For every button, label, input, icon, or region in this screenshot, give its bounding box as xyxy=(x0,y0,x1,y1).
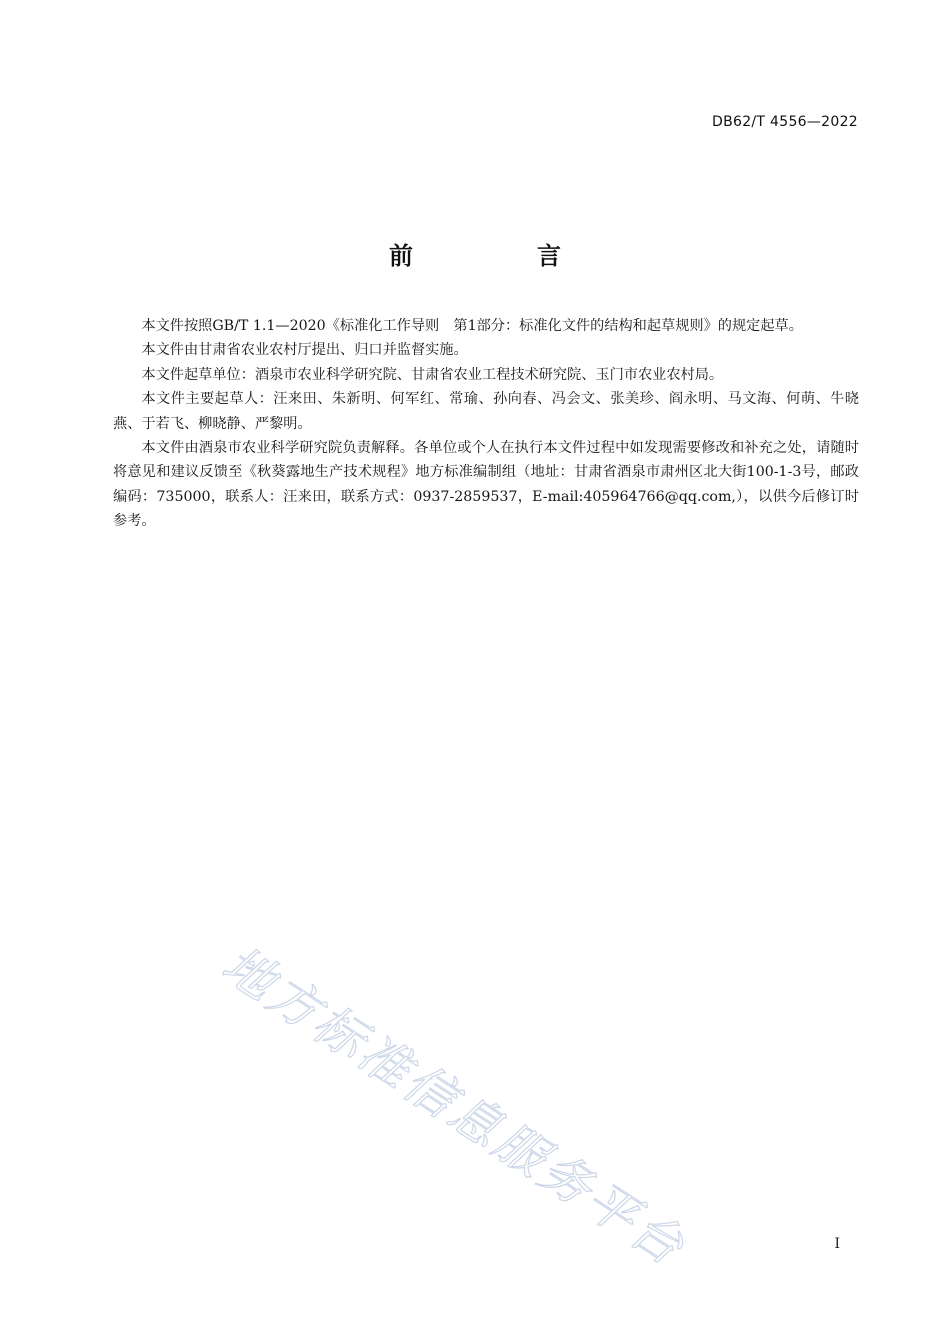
page-number: I xyxy=(834,1236,840,1252)
paragraph-interpretation-contact: 本文件由酒泉市农业科学研究院负责解释。各单位或个人在执行本文件过程中如发现需要修改和补充之处，请随时将意见和建议反馈至《秋葵露地生产技术规程》地方标准编制组（地址：甘肃省酒泉市肃州区北大街100-1-3号，邮政编码：735000，联系人：汪来田，联系方式：0937-2859537，E-mail:405964766@qq.com,），以供今后修订时参考。 xyxy=(113,440,859,530)
paragraph-drafting-units: 本文件起草单位：酒泉市农业科学研究院、甘肃省农业工程技术研究院、玉门市农业农村局。 xyxy=(141,366,724,383)
page-title: 前 言 xyxy=(389,242,611,270)
paragraph-proposer: 本文件由甘肃省农业农村厅提出、归口并监督实施。 xyxy=(141,342,468,359)
paragraph-drafters: 本文件主要起草人：汪来田、朱新明、何军红、常瑜、孙向春、冯会文、张美珍、阎永明、马文海、何萌、牛晓燕、于若飞、柳晓静、严黎明。 xyxy=(113,391,859,432)
watermark: 地方标准信息服务平台 xyxy=(212,935,697,1278)
document-code: DB62/T 4556—2022 xyxy=(712,114,858,130)
paragraph-drafting-basis: 本文件按照GB/T 1.1—2020《标准化工作导则 第1部分：标准化文件的结构和起草规则》的规定起草。 xyxy=(141,318,803,334)
document-body xyxy=(113,314,859,534)
